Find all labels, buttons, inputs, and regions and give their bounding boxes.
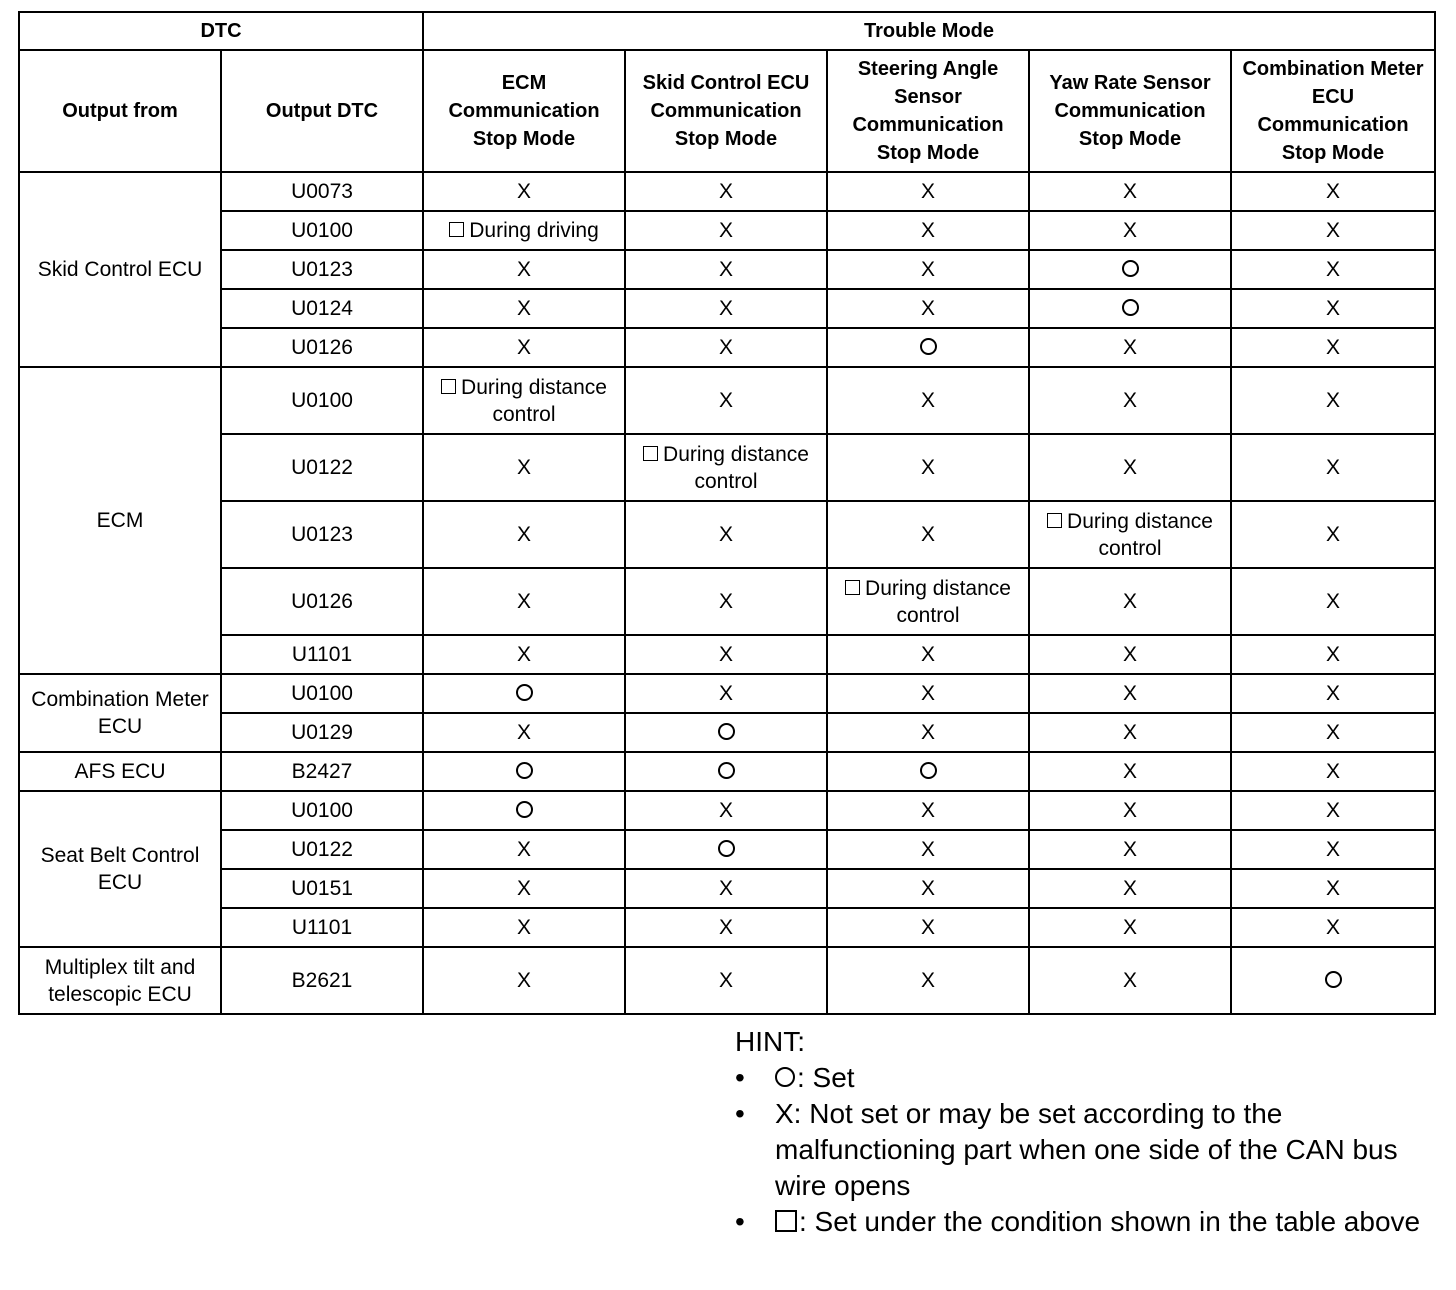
condition-text: During distance control (461, 375, 607, 426)
mode-cell: X (423, 289, 625, 328)
output-dtc-cell: U1101 (221, 908, 423, 947)
table-row (19, 434, 1435, 501)
table-row (19, 869, 1435, 908)
mode-cell (1029, 501, 1231, 568)
mode-cell (625, 752, 827, 791)
bullet: • (735, 1206, 745, 1237)
table-row (19, 830, 1435, 869)
table-row (19, 328, 1435, 367)
table-row (19, 635, 1435, 674)
square-symbol-icon (775, 1210, 797, 1232)
output-from-cell: Multiplex tilt and telescopic ECU (19, 947, 221, 1014)
hint-text: X: Not set or may be set according to the malfunctioning part when one side of the CAN bus wire opens (775, 1098, 1398, 1201)
mode-cell: X (827, 791, 1029, 830)
table-row (19, 791, 1435, 830)
circle-set-icon (718, 840, 735, 857)
mode-header-skid-control: Skid Control ECU Communication Stop Mode (625, 50, 827, 172)
mode-cell: X (423, 635, 625, 674)
condition-text: During distance control (1067, 509, 1213, 560)
mode-cell: X (1029, 674, 1231, 713)
output-from-cell: ECM (19, 367, 221, 674)
mode-cell: X (827, 250, 1029, 289)
table-body (19, 172, 1435, 1014)
mode-cell (625, 434, 827, 501)
output-dtc-cell: U0126 (221, 568, 423, 635)
mode-cell: X (1231, 434, 1435, 501)
circle-set-icon (516, 684, 533, 701)
mode-cell: X (423, 328, 625, 367)
mode-cell: X (423, 713, 625, 752)
output-dtc-header: Output DTC (221, 50, 423, 172)
output-from-header: Output from (19, 50, 221, 172)
mode-cell (423, 674, 625, 713)
output-dtc-cell: B2621 (221, 947, 423, 1014)
mode-cell (1231, 947, 1435, 1014)
table-row (19, 674, 1435, 713)
mode-cell: X (827, 908, 1029, 947)
mode-cell (625, 830, 827, 869)
mode-cell: X (827, 211, 1029, 250)
circle-set-icon (1122, 299, 1139, 316)
table-row (19, 172, 1435, 211)
condition-text: During distance control (865, 576, 1011, 627)
mode-cell: X (625, 791, 827, 830)
circle-set-icon (1122, 260, 1139, 277)
mode-cell: X (1029, 635, 1231, 674)
hint-item-set (735, 1060, 1425, 1096)
output-dtc-cell: U0100 (221, 791, 423, 830)
mode-cell: X (625, 674, 827, 713)
mode-cell: X (423, 172, 625, 211)
trouble-mode-header: Trouble Mode (423, 12, 1435, 50)
mode-cell (1029, 289, 1231, 328)
square-condition-icon (1047, 513, 1062, 528)
mode-cell: X (1029, 869, 1231, 908)
mode-cell (827, 328, 1029, 367)
mode-cell: X (1029, 947, 1231, 1014)
circle-set-icon (516, 762, 533, 779)
mode-cell: X (1029, 830, 1231, 869)
output-dtc-cell: U0100 (221, 211, 423, 250)
mode-cell: X (423, 434, 625, 501)
mode-header-yaw-rate: Yaw Rate Sensor Communication Stop Mode (1029, 50, 1231, 172)
hint-item-not-set (735, 1096, 1425, 1204)
output-from-cell: Skid Control ECU (19, 172, 221, 367)
mode-cell: X (423, 908, 625, 947)
output-dtc-cell: U0126 (221, 328, 423, 367)
mode-cell: X (423, 568, 625, 635)
output-dtc-cell: U0122 (221, 830, 423, 869)
mode-cell (625, 713, 827, 752)
square-condition-icon (449, 222, 464, 237)
square-condition-icon (441, 379, 456, 394)
output-dtc-cell: U0123 (221, 250, 423, 289)
condition-text: During distance control (663, 442, 809, 493)
mode-cell: X (827, 172, 1029, 211)
mode-cell: X (1231, 501, 1435, 568)
output-dtc-cell: U0100 (221, 367, 423, 434)
mode-cell (827, 568, 1029, 635)
mode-cell: X (625, 172, 827, 211)
mode-cell: X (1029, 434, 1231, 501)
mode-cell: X (1029, 791, 1231, 830)
dtc-header: DTC (19, 12, 423, 50)
circle-set-icon (920, 762, 937, 779)
table-row (19, 568, 1435, 635)
output-dtc-cell: U0122 (221, 434, 423, 501)
mode-cell: X (1029, 568, 1231, 635)
mode-cell: X (1029, 367, 1231, 434)
hint-list (735, 1060, 1425, 1240)
square-condition-icon (643, 446, 658, 461)
mode-cell: X (1231, 568, 1435, 635)
table-row (19, 367, 1435, 434)
mode-cell: X (625, 568, 827, 635)
output-dtc-cell: U0151 (221, 869, 423, 908)
mode-cell: X (1231, 713, 1435, 752)
mode-cell: X (423, 501, 625, 568)
output-dtc-cell: U0073 (221, 172, 423, 211)
mode-cell: X (1029, 752, 1231, 791)
mode-cell: X (1231, 752, 1435, 791)
condition-text: During driving (469, 219, 599, 242)
mode-cell: X (625, 250, 827, 289)
mode-cell: X (827, 947, 1029, 1014)
mode-cell: X (1029, 713, 1231, 752)
mode-cell: X (625, 869, 827, 908)
mode-cell: X (423, 869, 625, 908)
table-row (19, 211, 1435, 250)
mode-cell: X (1231, 367, 1435, 434)
mode-cell: X (1029, 211, 1231, 250)
circle-symbol-icon (775, 1067, 795, 1087)
hint-section (735, 1024, 1425, 1240)
mode-cell: X (1231, 830, 1435, 869)
mode-cell: X (1231, 289, 1435, 328)
mode-cell: X (827, 713, 1029, 752)
mode-cell: X (625, 211, 827, 250)
mode-cell: X (1231, 172, 1435, 211)
output-dtc-cell: U0124 (221, 289, 423, 328)
table-row (19, 501, 1435, 568)
table-row (19, 752, 1435, 791)
mode-cell: X (625, 635, 827, 674)
mode-header-combination-meter: Combination Meter ECU Communication Stop Mode (1231, 50, 1435, 172)
output-from-cell: AFS ECU (19, 752, 221, 791)
mode-cell: X (625, 328, 827, 367)
circle-set-icon (1325, 971, 1342, 988)
output-dtc-cell: B2427 (221, 752, 423, 791)
table-row (19, 250, 1435, 289)
mode-cell (423, 367, 625, 434)
mode-cell: X (1231, 250, 1435, 289)
mode-cell: X (1231, 869, 1435, 908)
circle-set-icon (920, 338, 937, 355)
mode-cell: X (625, 908, 827, 947)
table-row (19, 713, 1435, 752)
mode-cell: X (625, 289, 827, 328)
mode-cell: X (1231, 791, 1435, 830)
output-dtc-cell: U0129 (221, 713, 423, 752)
mode-cell (423, 211, 625, 250)
mode-cell (827, 752, 1029, 791)
circle-set-icon (718, 762, 735, 779)
hint-title: HINT: (735, 1026, 805, 1057)
mode-cell: X (423, 947, 625, 1014)
output-dtc-cell: U1101 (221, 635, 423, 674)
mode-cell: X (1231, 328, 1435, 367)
mode-cell: X (1231, 674, 1435, 713)
mode-cell: X (625, 947, 827, 1014)
mode-cell: X (1231, 908, 1435, 947)
table-row (19, 947, 1435, 1014)
hint-text: : Set under the condition shown in the table above (799, 1206, 1421, 1237)
mode-cell: X (827, 367, 1029, 434)
mode-cell: X (423, 830, 625, 869)
mode-cell: X (625, 367, 827, 434)
mode-cell (1029, 250, 1231, 289)
bullet: • (735, 1062, 745, 1093)
mode-cell: X (1231, 635, 1435, 674)
square-condition-icon (845, 580, 860, 595)
mode-cell: X (625, 501, 827, 568)
mode-cell (423, 791, 625, 830)
mode-cell (423, 752, 625, 791)
hint-text: : Set (797, 1062, 855, 1093)
mode-header-ecm: ECM Communication Stop Mode (423, 50, 625, 172)
output-dtc-cell: U0100 (221, 674, 423, 713)
mode-cell: X (827, 830, 1029, 869)
dtc-trouble-mode-table (18, 11, 1436, 1015)
mode-cell: X (1231, 211, 1435, 250)
mode-cell: X (827, 869, 1029, 908)
mode-cell: X (827, 434, 1029, 501)
output-from-cell: Combination Meter ECU (19, 674, 221, 752)
circle-set-icon (516, 801, 533, 818)
mode-cell: X (1029, 172, 1231, 211)
mode-cell: X (1029, 908, 1231, 947)
output-from-cell: Seat Belt Control ECU (19, 791, 221, 947)
output-dtc-cell: U0123 (221, 501, 423, 568)
mode-cell: X (827, 289, 1029, 328)
mode-cell: X (827, 501, 1029, 568)
mode-cell: X (827, 635, 1029, 674)
mode-cell: X (827, 674, 1029, 713)
table-row (19, 908, 1435, 947)
hint-item-conditional (735, 1204, 1425, 1240)
mode-cell: X (1029, 328, 1231, 367)
table-row (19, 289, 1435, 328)
mode-header-steering-angle: Steering Angle Sensor Communication Stop Mode (827, 50, 1029, 172)
circle-set-icon (718, 723, 735, 740)
bullet: • (735, 1098, 745, 1129)
mode-cell: X (423, 250, 625, 289)
